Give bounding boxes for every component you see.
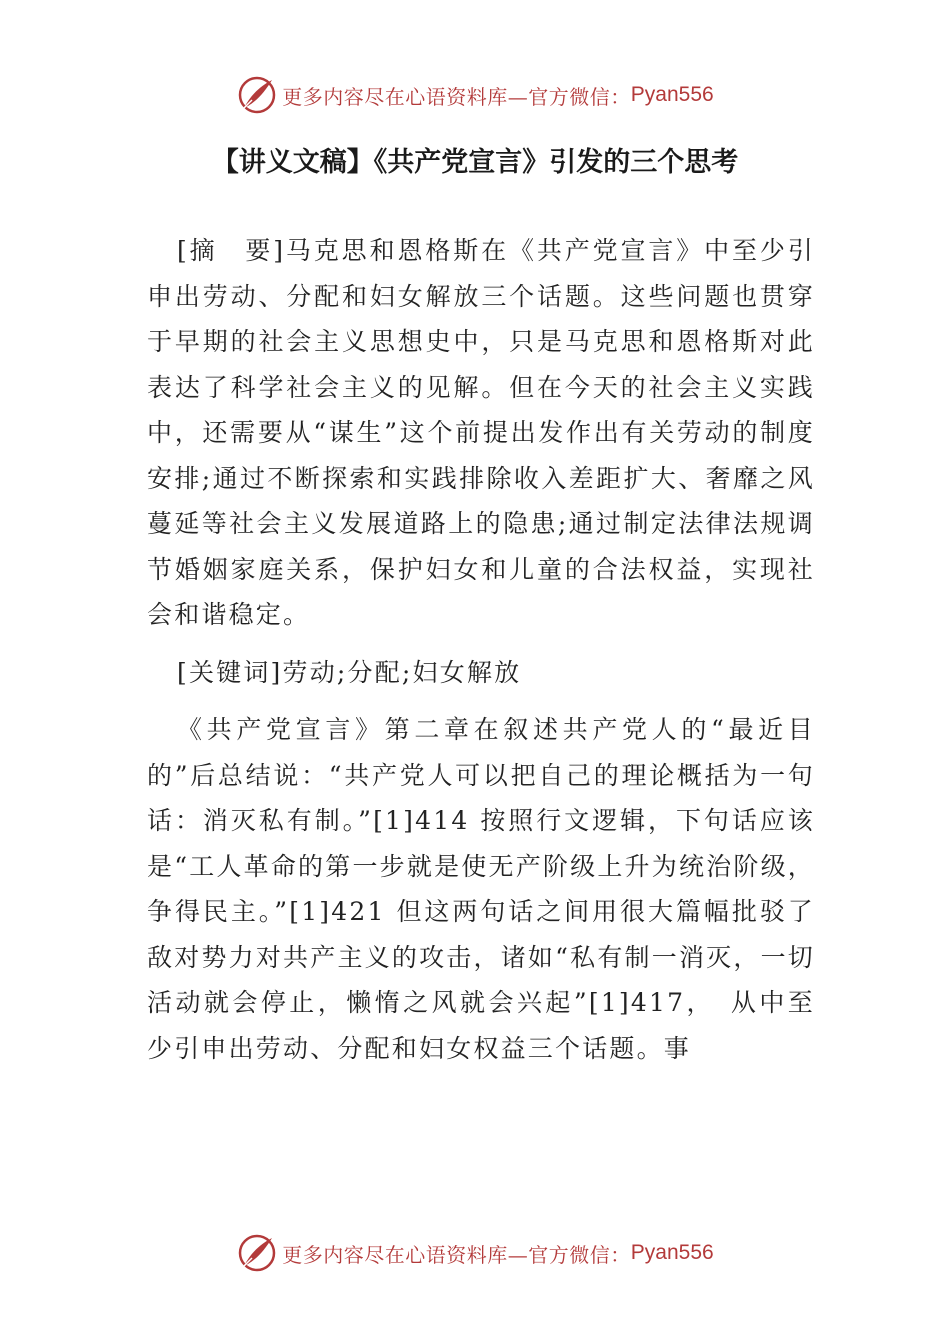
wechat-id: Pyan556 <box>630 1241 714 1264</box>
quill-pen-icon <box>236 74 278 116</box>
keywords-paragraph: [关键词]劳动;分配;妇女解放 <box>177 657 522 687</box>
wechat-id: Pyan556 <box>630 83 714 106</box>
abstract-paragraph: [摘 要]马克思和恩格斯在《共产党宣言》中至少引申出劳动、分配和妇女解放三个话题。这些问题也贯穿于早期的社会主义思想史中，只是马克思和恩格斯对此表达了科学社会主义的见解。但在今天的社会主义实践中，还需要从“谋生”这个前提出发作出有关劳动的制度安排;通过不断探索和实践排除收入差距扩大、奢靡之风蔓延等社会主义发展道路上的隐患;通过制定法律法规调节婚姻家庭关系，保护妇女和儿童的合法权益，实现社会和谐稳定。 <box>147 236 815 629</box>
body-paragraph: 《共产党宣言》第二章在叙述共产党人的“最近目的”后总结说：“共产党人可以把自己的理论概括为一句话：消灭私有制。”[1]414 按照行文逻辑，下句话应该是“工人革命的第一步就是使无产阶级上升为统治阶级，争得民主。”[1]421 但这两句话之间用很大篇幅批驳了敌对势力对共产主义的攻击，诸如“私有制一消灭，一切活动就会停止，懒惰之风就会兴起”[1]417， 从中至少引申出劳动、分配和妇女权益三个话题。事 <box>147 715 815 1063</box>
banner-text: 更多内容尽在心语资料库—官方微信： <box>282 1242 631 1267</box>
document-title: 【讲义文稿】《共产党宣言》引发的三个思考 <box>211 147 739 178</box>
footer-banner <box>0 1228 950 1278</box>
document-body <box>147 228 815 1071</box>
banner-text: 更多内容尽在心语资料库—官方微信： <box>282 84 631 109</box>
header-banner <box>0 70 950 120</box>
quill-pen-icon <box>236 1232 278 1274</box>
